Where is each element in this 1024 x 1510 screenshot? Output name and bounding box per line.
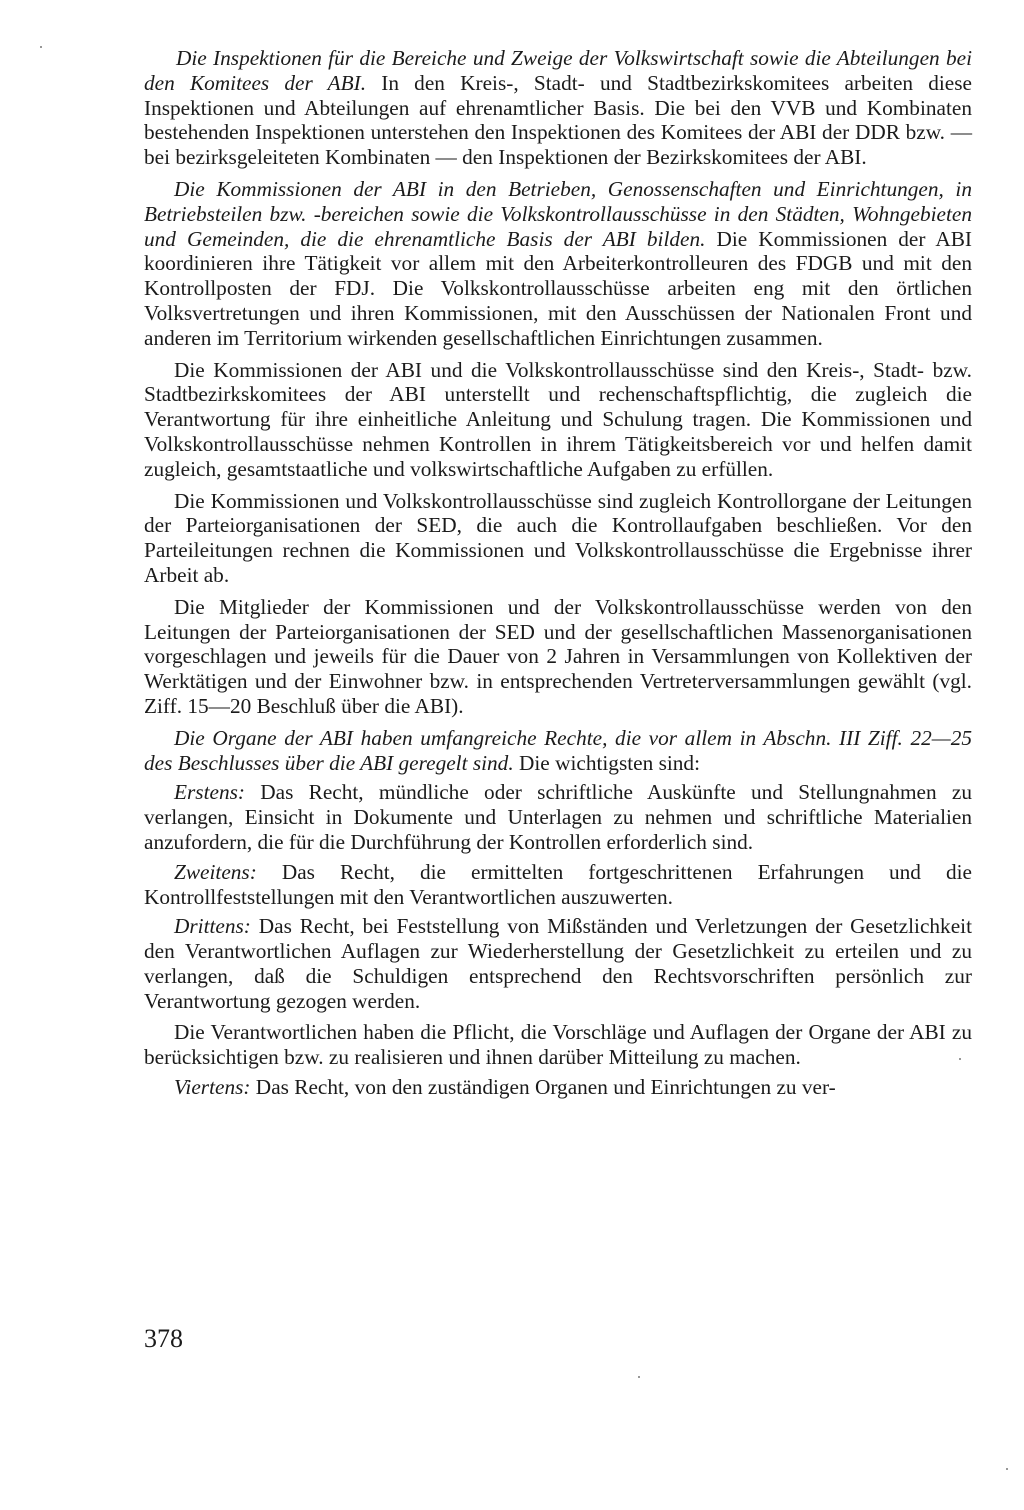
paragraph-drittens — [144, 914, 972, 1013]
scan-speck — [1006, 1468, 1008, 1470]
paragraph-lead: Die Organe der ABI haben umfangreiche Rechte, die vor allem in Abschn. III Ziff. 22—25 des Beschlusses über die ABI geregelt sind. — [144, 725, 972, 775]
paragraph-viertens — [144, 1075, 972, 1100]
paragraph-lead: Die Inspektionen für die Bereiche und Zweige der Volkswirtschaft sowie die Abteilungen bei den Komitees der ABI. — [144, 46, 972, 95]
paragraph-text: Das Recht, mündliche oder schriftliche Auskünfte und Stellungnahmen zu verlangen, Einsicht in Dokumente und Unterlagen zu nehmen und schriftliche Materialien anzufordern, die für die Durchführung der Kontrollen erforderlich sind. — [144, 780, 972, 854]
paragraph-lead: Die Kommissionen der ABI in den Betrieben, Genossenschaften und Einrichtungen, in Betriebsteilen bzw. -bereichen sowie die Volkskontrollausschüsse in den Städten, Wohngebieten und Gemeinden, die die ehrenamtliche Basis der ABI bilden. — [144, 176, 972, 251]
paragraph-unterstellung — [144, 358, 972, 482]
paragraph-text: Die Verantwortlichen haben die Pflicht, die Vorschläge und Auflagen der Organe der ABI zu berücksichtigen bzw. zu realisieren und ihnen darüber Mitteilung zu machen. — [144, 1020, 972, 1070]
paragraph-lead: Zweitens: — [174, 859, 257, 884]
paragraph-text: Die wichtigsten sind: — [513, 750, 700, 775]
paragraph-rechte — [144, 726, 972, 776]
scan-speck — [638, 1376, 640, 1378]
paragraph-text: Das Recht, von den zuständigen Organen und Einrichtungen zu ver- — [250, 1075, 836, 1100]
paragraph-lead: Erstens: — [174, 780, 245, 805]
paragraph-text: Die Kommissionen der ABI koordinieren ihre Tätigkeit vor allem mit den Arbeiterkontrolleuren des FDGB und mit den Kontrollposten der FDJ. Die Volkskontrollausschüsse arbeiten eng mit den örtlichen Volksvertretungen und ihren Kommissionen, mit den Ausschüssen der Nationalen Front und anderen im Territorium wirkenden gesellschaftlichen Einrichtungen zusammen. — [144, 226, 972, 350]
paragraph-erstens — [144, 780, 972, 854]
paragraph-pflicht — [144, 1020, 972, 1070]
scan-speck — [40, 46, 42, 48]
paragraph-inspektionen — [144, 46, 972, 170]
paragraph-text: Die Kommissionen der ABI und die Volkskontrollausschüsse sind den Kreis-, Stadt- bzw. Stadtbezirkskomitees der ABI unterstellt und rechenschaftspflichtig, die zugleich die Verantwortung für ihre einheitliche Anleitung und Schulung tragen. Die Kommissionen und Volkskontrollausschüsse nehmen Kontrollen in ihrem Tätigkeitsbereich vor und helfen damit zugleich, gesamtstaatliche und volkswirtschaftliche Aufgaben zu erfüllen. — [144, 357, 972, 481]
paragraph-text: Das Recht, die ermittelten fortgeschrittenen Erfahrungen und die Kontrollfeststellungen mit den Verantwortlichen auszuwerten. — [144, 859, 972, 909]
paragraph-zweitens — [144, 860, 972, 910]
paragraph-kommissionen — [144, 177, 972, 351]
paragraph-lead: Viertens: — [174, 1075, 251, 1100]
paragraph-lead: Drittens: — [174, 914, 251, 939]
scan-speck — [959, 1058, 961, 1060]
paragraph-text: Die Kommissionen und Volkskontrollausschüsse sind zugleich Kontrollorgane der Leitungen der Parteiorganisationen der SED, die auch die Kontrollaufgaben beschließen. Vor den Parteileitungen rechnen die Kommissionen und Volkskontrollausschüsse die Ergebnisse ihrer Arbeit ab. — [144, 488, 972, 587]
paragraph-text: Die Mitglieder der Kommissionen und der Volkskontrollausschüsse werden von den Leitungen der Parteiorganisationen der SED und der gesellschaftlichen Massenorganisationen vorgeschlagen und jeweils für die Dauer von 2 Jahren in Versammlungen von Kollektiven der Werktätigen und der Einwohner bzw. in entsprechenden Vertreterversammlungen gewählt (vgl. Ziff. 15—20 Beschluß über die ABI). — [144, 594, 972, 718]
paragraph-text: In den Kreis-, Stadt- und Stadtbezirkskomitees arbeiten diese Inspektionen und Abteilungen auf ehrenamtlicher Basis. Die bei den VVB und Kombinaten bestehenden Inspektionen unterstehen den Inspektionen des Komitees der ABI der DDR bzw. — bei bezirksgeleiteten Kombinaten — den Inspektionen der Bezirkskomitees der ABI. — [144, 70, 972, 170]
page-body — [144, 46, 972, 1107]
paragraph-mitglieder — [144, 595, 972, 719]
page-number: 378 — [144, 1324, 183, 1353]
paragraph-kontrollorgane — [144, 489, 972, 588]
paragraph-text: Das Recht, bei Feststellung von Mißständen und Verletzungen der Gesetzlichkeit den Verantwortlichen Auflagen zur Wiederherstellung der Gesetzlichkeit zu erteilen und zu verlangen, daß die Schuldigen entsprechend den Rechtsvorschriften persönlich zur Verantwortung gezogen werden. — [144, 914, 972, 1013]
